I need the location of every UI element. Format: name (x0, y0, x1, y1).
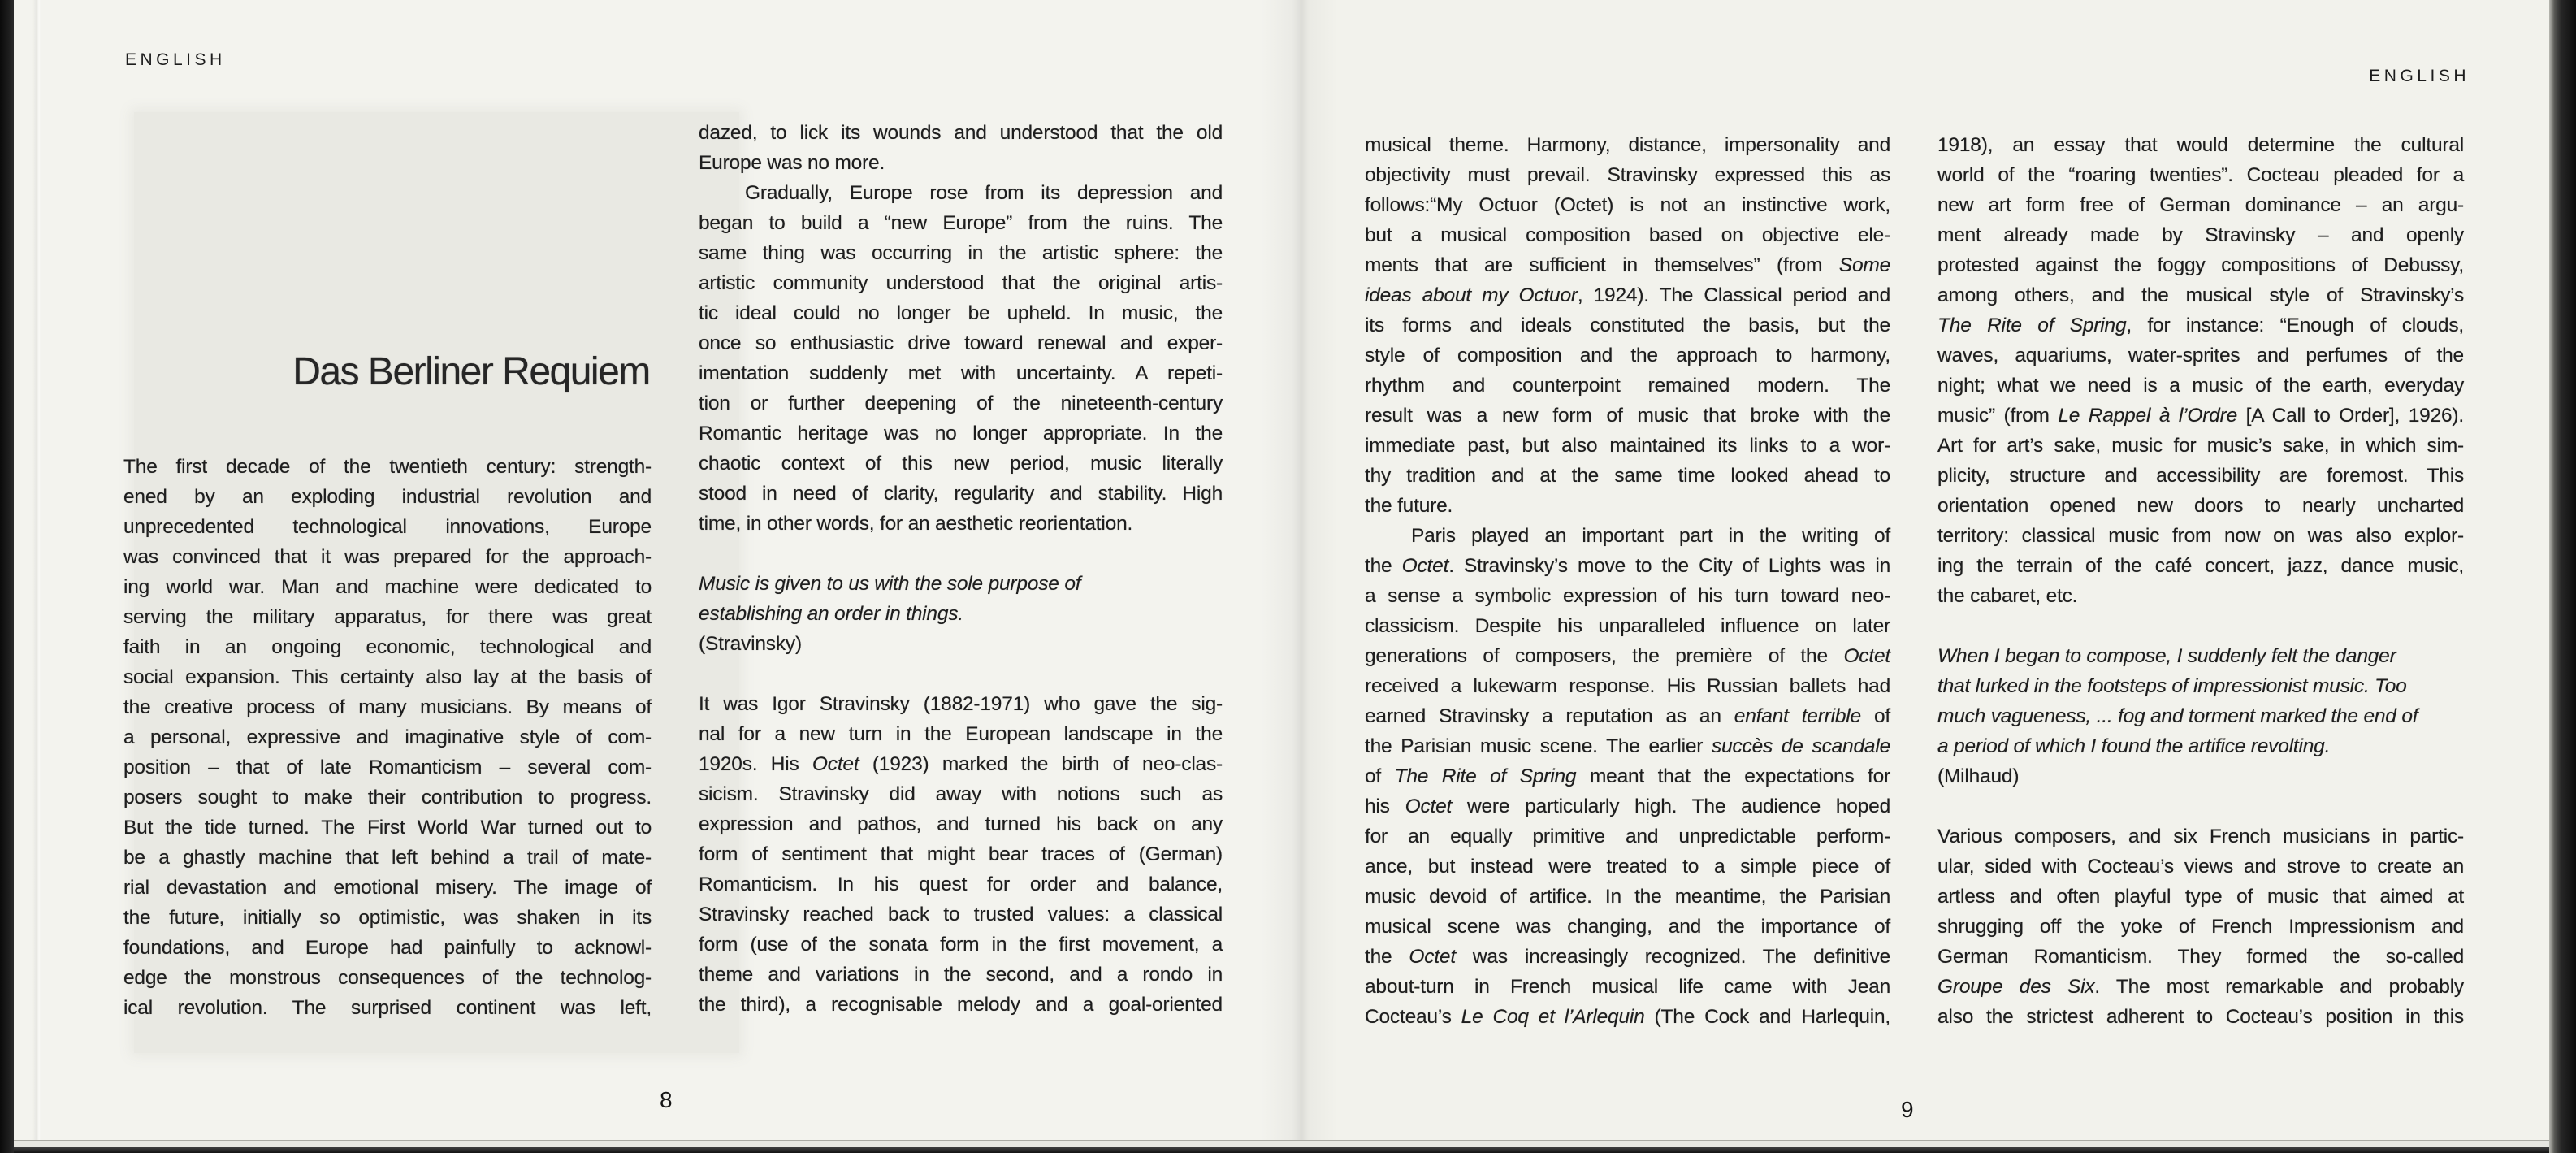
text-line: Various composers, and six French musicians in partic- (1937, 826, 2464, 847)
text-line: Romanticism. In his quest for order and balance, (699, 873, 1223, 895)
text-line: Groupe des Six. The most remarkable and probably (1937, 976, 2464, 998)
text-line: The Rite of Spring, for instance: “Enough of clouds, (1937, 314, 2464, 336)
text-line: much vagueness, ... fog and torment marked the end of (1937, 705, 2418, 727)
text-line: dazed, to lick its wounds and understood that the old (699, 122, 1223, 144)
text-line: began to build a “new Europe” from the ruins. The (699, 212, 1223, 234)
text-line: the Octet was increasingly recognized. The definitive (1365, 946, 1890, 968)
text-line: plicity, structure and accessibility are foremost. This (1937, 465, 2464, 487)
text-line: posers sought to make their contribution to progress. (123, 787, 652, 808)
text-line: territory: classical music from now on was also explor- (1937, 525, 2464, 547)
text-line: ment already made by Stravinsky – and openly (1937, 224, 2464, 246)
text-line: ideas about my Octuor, 1924). The Classical period and (1365, 284, 1890, 306)
text-line: expression and pathos, and turned his back on any (699, 813, 1223, 835)
page-number-left: 8 (660, 1087, 673, 1112)
text-line: the Octet. Stravinsky’s move to the City of Lights was in (1365, 555, 1890, 577)
text-line: style of composition and the approach to harmony, (1365, 345, 1890, 366)
text-line: The first decade of the twentieth century: strength- (123, 456, 652, 478)
text-line: music” (from Le Rappel à l’Ordre [A Call to Order], 1926). (1937, 405, 2465, 427)
text-line: his Octet were particularly high. The audience hoped (1365, 795, 1890, 817)
text-line: stood in need of clarity, regularity and stability. High (699, 483, 1223, 505)
text-line: Art for art’s sake, music for music’s sake, in which sim- (1937, 435, 2464, 457)
text-line: protested against the foggy compositions of Debussy, (1937, 254, 2464, 276)
text-line: rhythm and counterpoint remained modern. The (1365, 375, 1890, 397)
text-line: Paris played an important part in the writing of (1411, 525, 1890, 547)
text-line: social expansion. This certainty also lay at the basis of (123, 666, 652, 688)
text-line: orientation opened new doors to nearly uncharted (1937, 495, 2464, 517)
text-line: Romantic heritage was no longer appropriate. In the (699, 423, 1223, 444)
text-line: about-turn in French musical life came with Jean (1365, 976, 1890, 998)
text-line: music devoid of artifice. In the meantime, the Parisian (1365, 886, 1890, 908)
paragraph (1365, 130, 1890, 521)
text-line: Music is given to us with the sole purpose of (699, 573, 1081, 595)
paragraph (699, 118, 1223, 178)
text-line: classicism. Despite his unparalleled influence on later (1365, 615, 1890, 637)
text-line: world of the “roaring twenties”. Cocteau pleaded for a (1937, 164, 2464, 186)
text-line: ical revolution. The surprised continent was left, (123, 997, 652, 1019)
text-line: artistic community understood that the original artis- (699, 272, 1223, 294)
text-line: form of sentiment that might bear traces of (German) (699, 843, 1223, 865)
scan-edge-bottom (0, 1147, 2576, 1153)
text-line: result was a new form of music that broke with the (1365, 405, 1890, 427)
text-line: theme and variations in the second, and a rondo in (699, 964, 1223, 986)
page-number-right: 9 (1901, 1097, 1914, 1122)
right-page-column-1 (1365, 130, 1890, 1032)
text-line: but a musical composition based on objective ele- (1365, 224, 1890, 246)
text-line: Europe was no more. (699, 152, 885, 174)
article-title: Das Berliner Requiem (292, 350, 650, 393)
text-line: the cabaret, etc. (1937, 585, 2078, 607)
text-line: ing the terrain of the café concert, jazz, dance music, (1937, 555, 2464, 577)
text-line: artless and often playful type of music that aimed at (1937, 886, 2464, 908)
text-line: same thing was occurring in the artistic sphere: the (699, 242, 1223, 264)
text-line: the third), a recognisable melody and a goal-oriented (699, 994, 1223, 1016)
text-line: chaotic context of this new period, music literally (699, 453, 1223, 475)
text-line: imentation suddenly met with uncertainty. A repeti- (699, 362, 1223, 384)
text-line: musical scene was changing, and the importance of (1365, 916, 1890, 938)
text-line: objectivity must prevail. Stravinsky expressed this as (1365, 164, 1890, 186)
language-label-left: ENGLISH (125, 50, 226, 69)
text-line: the creative process of many musicians. By means of (123, 696, 652, 718)
text-line: ments that are sufficient in themselves” (from Some (1365, 254, 1890, 276)
text-line: a period of which I found the artifice revolting. (1937, 735, 2331, 757)
scan-edge-left (0, 0, 14, 1153)
text-line: Gradually, Europe rose from its depression and (745, 182, 1223, 204)
text-line: ular, sided with Cocteau’s views and strove to create an (1937, 856, 2464, 878)
text-line: It was Igor Stravinsky (1882-1971) who gave the sig- (699, 693, 1223, 715)
text-line: of The Rite of Spring meant that the expectations for (1365, 765, 1890, 787)
text-line: Stravinsky reached back to trusted values: a classical (699, 904, 1223, 925)
text-line: tion or further deepening of the nineteenth-century (699, 392, 1223, 414)
text-line: also the strictest adherent to Cocteau’s position in this (1937, 1006, 2464, 1028)
text-line: generations of composers, the première of the Octet (1365, 645, 1890, 667)
text-line: 1920s. His Octet (1923) marked the birth of neo-clas- (699, 753, 1223, 775)
text-line: foundations, and Europe had painfully to acknowl- (123, 937, 652, 959)
text-line: time, in other words, for an aesthetic reorientation. (699, 513, 1133, 535)
text-line: ance, but instead were treated to a simple piece of (1365, 856, 1890, 878)
text-line: immediate past, but also maintained its links to a wor- (1365, 435, 1890, 457)
text-line: be a ghastly machine that left behind a trail of mate- (123, 847, 652, 869)
text-line: establishing an order in things. (699, 603, 963, 625)
paragraph (1365, 521, 1890, 1032)
text-line: was convinced that it was prepared for the approach- (123, 546, 652, 568)
text-line: follows:“My Octuor (Octet) is not an instinctive work, (1365, 194, 1890, 216)
text-line: form (use of the sonata form in the first movement, a (699, 934, 1223, 956)
text-line: ened by an exploding industrial revolution and (123, 486, 652, 508)
text-line: new art form free of German dominance – an argu- (1937, 194, 2464, 216)
left-page-column-2 (699, 118, 1223, 1020)
text-line: tic ideal could no longer be upheld. In music, the (699, 302, 1223, 324)
text-line: received a lukewarm response. His Russian ballets had (1365, 675, 1890, 697)
text-line: night; what we need is a music of the earth, everyday (1937, 375, 2464, 397)
text-line: When I began to compose, I suddenly felt the danger (1937, 645, 2396, 667)
text-line: waves, aquariums, water-sprites and perfumes of the (1937, 345, 2464, 366)
text-line: unprecedented technological innovations, Europe (123, 516, 652, 538)
language-label-right: ENGLISH (2369, 67, 2470, 85)
paragraph (699, 689, 1223, 1020)
text-line: once so enthusiastic drive toward renewal and exper- (699, 332, 1223, 354)
right-page-column-2 (1937, 130, 2464, 1032)
center-fold-shadow (1261, 0, 1339, 1140)
text-line: a sense a symbolic expression of his turn toward neo- (1365, 585, 1890, 607)
text-line: earned Stravinsky a reputation as an enfant terrible of (1365, 705, 1891, 727)
text-line: the future. (1365, 495, 1453, 517)
left-page-column-1 (123, 452, 652, 1023)
text-line: shrugging off the yoke of French Impressionism and (1937, 916, 2464, 938)
text-line: But the tide turned. The First World War turned out to (123, 817, 652, 839)
text-line: Cocteau’s Le Coq et l’Arlequin (The Cock and Harlequin, (1365, 1006, 1890, 1028)
text-line: musical theme. Harmony, distance, impersonality and (1365, 134, 1890, 156)
text-line: thy tradition and at the same time looked ahead to (1365, 465, 1890, 487)
scan-edge-right (2549, 0, 2576, 1153)
text-line: ing world war. Man and machine were dedicated to (123, 576, 652, 598)
paragraph (1937, 821, 2464, 1032)
text-line: a personal, expressive and imaginative style of com- (123, 726, 652, 748)
text-line: that lurked in the footsteps of impressionist music. Too (1937, 675, 2407, 697)
text-line: faith in an ongoing economic, technological and (123, 636, 652, 658)
paragraph (699, 569, 1223, 659)
paragraph (1937, 130, 2464, 611)
text-line: rial devastation and emotional misery. The image of (123, 877, 652, 899)
text-line: 1918), an essay that would determine the cultural (1937, 134, 2464, 156)
text-line: among others, and the musical style of Stravinsky’s (1937, 284, 2464, 306)
text-line: (Milhaud) (1937, 765, 2020, 787)
text-line: the Parisian music scene. The earlier succès de scandale (1365, 735, 1890, 757)
text-line: sicism. Stravinsky did away with notions such as (699, 783, 1223, 805)
paragraph (123, 452, 652, 1023)
paragraph (1937, 641, 2464, 791)
text-line: (Stravinsky) (699, 633, 802, 655)
text-line: its forms and ideals constituted the basis, but the (1365, 314, 1890, 336)
text-line: serving the military apparatus, for there was great (123, 606, 652, 628)
paragraph (699, 178, 1223, 539)
left-page-crease (32, 0, 41, 1140)
text-line: for an equally primitive and unpredictable perform- (1365, 826, 1890, 847)
text-line: position – that of late Romanticism – several com- (123, 756, 652, 778)
text-line: nal for a new turn in the European landscape in the (699, 723, 1223, 745)
text-line: edge the monstrous consequences of the technolog- (123, 967, 652, 989)
text-line: the future, initially so optimistic, was shaken in its (123, 907, 652, 929)
text-line: German Romanticism. They formed the so-called (1937, 946, 2464, 968)
